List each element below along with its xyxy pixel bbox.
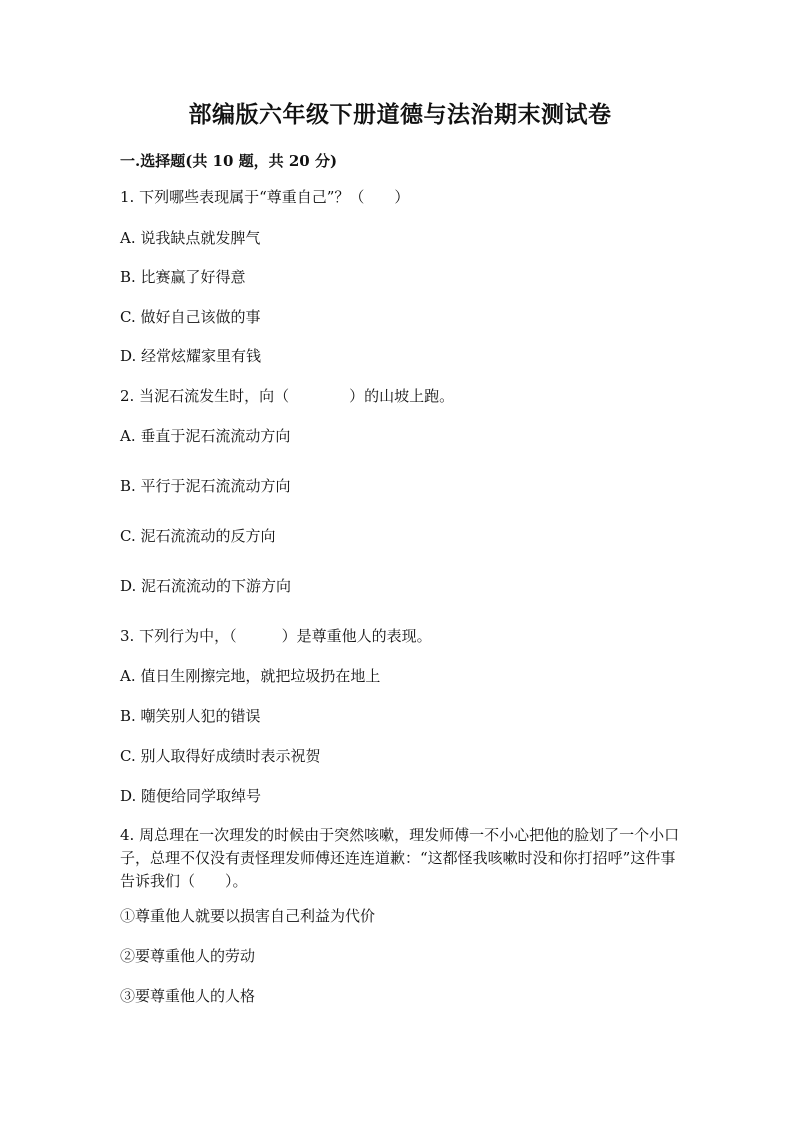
question-4-option-2: ②要尊重他人的劳动 <box>120 947 256 965</box>
question-4-option-3: ③要尊重他人的人格 <box>120 987 256 1005</box>
question-3-option-a: A. 值日生刚擦完地，就把垃圾扔在地上 <box>120 667 381 685</box>
question-1-option-b: B. 比赛赢了好得意 <box>120 268 246 286</box>
question-3-option-c: C. 别人取得好成绩时表示祝贺 <box>120 747 321 765</box>
question-2-option-d: D. 泥石流流动的下游方向 <box>120 577 292 595</box>
question-4-option-1: ①尊重他人就要以损害自己利益为代价 <box>120 907 376 925</box>
question-2-stem: 2. 当泥石流发生时，向（ ）的山坡上跑。 <box>120 387 455 405</box>
question-3-stem: 3. 下列行为中，（ ）是尊重他人的表现。 <box>120 627 432 645</box>
question-2-option-a: A. 垂直于泥石流流动方向 <box>120 427 291 445</box>
question-4-stem: 4. 周总理在一次理发的时候由于突然咳嗽，理发师傅一不小心把他的脸划了一个小口子，总理不仅没有责怪理发师傅还连连道歉：“这都怪我咳嗽时没和你打招呼”这件事告诉我们（ ）。 <box>120 826 680 890</box>
question-2-option-b: B. 平行于泥石流流动方向 <box>120 477 291 495</box>
question-3-option-d: D. 随便给同学取绰号 <box>120 787 262 805</box>
question-1-option-d: D. 经常炫耀家里有钱 <box>120 347 262 365</box>
question-1-option-a: A. 说我缺点就发脾气 <box>120 229 261 247</box>
question-2-option-c: C. 泥石流流动的反方向 <box>120 527 276 545</box>
question-1-option-c: C. 做好自己该做的事 <box>120 308 261 326</box>
page-title: 部编版六年级下册道德与法治期末测试卷 <box>188 101 612 128</box>
section-heading: 一.选择题(共 10 题，共 20 分) <box>120 152 338 170</box>
question-3-option-b: B. 嘲笑别人犯的错误 <box>120 707 261 725</box>
question-1-stem: 1. 下列哪些表现属于“尊重自己”？（ ） <box>120 188 410 206</box>
